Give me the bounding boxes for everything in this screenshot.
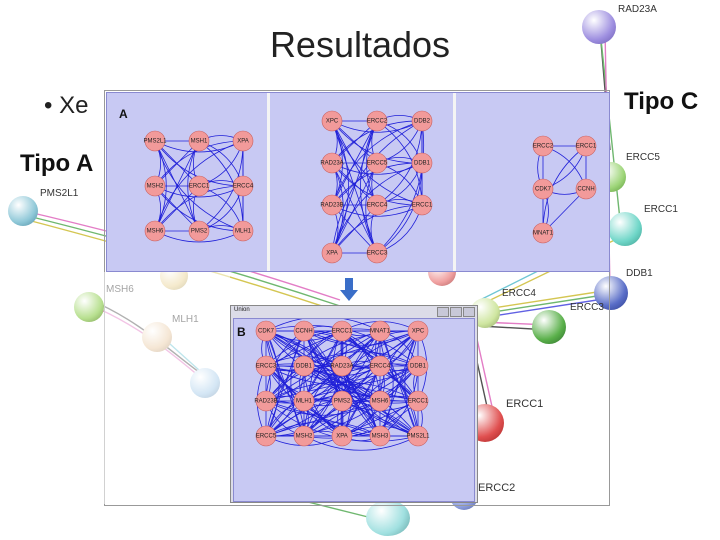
graph-node[interactable] [533, 179, 553, 199]
graph-node-label: MNAT1 [370, 328, 390, 335]
label-tipo-a: Tipo A [20, 150, 94, 177]
minimize-button[interactable] [437, 307, 449, 317]
graph-node-label: CDK7 [257, 328, 275, 335]
graph-node[interactable] [294, 356, 314, 376]
graph-node[interactable] [370, 391, 390, 411]
graph-node[interactable] [412, 111, 432, 131]
graph-node[interactable] [412, 195, 433, 215]
graph-node[interactable] [320, 195, 343, 215]
union-window[interactable] [230, 305, 478, 503]
graph-node[interactable] [143, 131, 167, 151]
graph-node-label: DDB1 [413, 160, 431, 167]
graph-node-label: RAD23A [320, 160, 344, 167]
graph-node-label: XPC [411, 328, 425, 335]
graph-node-label: PMS2 [190, 228, 208, 235]
close-button[interactable] [463, 307, 475, 317]
graph-node-label: ERCC3 [366, 250, 388, 257]
graph-node-label: MLH1 [295, 398, 313, 405]
slide-title: Resultados [269, 24, 451, 65]
graph-node-label: CDK7 [534, 186, 552, 193]
graph-node-label: ERCC3 [255, 363, 277, 370]
union-window-title: Union [234, 307, 250, 313]
graph-edges [332, 115, 424, 253]
graph-node[interactable] [322, 111, 342, 131]
node-pms2l1 [8, 196, 38, 226]
graph-node[interactable] [367, 111, 388, 131]
graph-node-label: MSH2 [295, 433, 313, 440]
panel-a [106, 92, 610, 272]
graph-node-label: ERCC2 [532, 143, 554, 150]
graph-node-label: PMS2 [333, 398, 351, 405]
graph-node-label: CCNH [577, 186, 595, 193]
graph-node-label: DDB1 [295, 363, 313, 370]
graph-node-label: RAD23B [254, 398, 278, 405]
node-label-rad23a: RAD23A [618, 4, 657, 15]
graph-node-label: MSH3 [371, 433, 389, 440]
graph-node[interactable] [294, 391, 314, 411]
graph-node[interactable] [233, 221, 253, 241]
graph-node-label: MSH2 [146, 183, 164, 190]
node-msh6 [74, 292, 104, 322]
panel-b-letter: B [237, 325, 246, 339]
graph-node[interactable] [367, 153, 388, 173]
graph-node-label: XPA [326, 250, 338, 257]
graph-node-label: ERCC4 [369, 363, 391, 370]
graph-node-label: ERCC1 [407, 398, 429, 405]
graph-node-label: RAD23A [330, 363, 354, 370]
graph-node-label: XPC [325, 118, 339, 125]
graph-node-label: ERCC4 [232, 183, 254, 190]
node-label-ercc3: ERCC3 [570, 302, 604, 313]
graph-node[interactable] [370, 321, 391, 341]
bullet-label: Xe [59, 92, 89, 119]
graph-edge [361, 121, 378, 253]
graph-node-label: ERCC1 [411, 202, 433, 209]
graph-node[interactable] [294, 426, 314, 446]
graph-node-label: CCNH [295, 328, 313, 335]
graph-node[interactable] [322, 243, 342, 263]
graph-node[interactable] [294, 321, 314, 341]
graph-node[interactable] [189, 176, 210, 196]
graph-edge [377, 121, 424, 253]
node-label-pms2l1: PMS2L1 [40, 188, 79, 199]
graph-node-label: PMS2L1 [406, 433, 430, 440]
bullet-marker: • [44, 92, 60, 119]
graph-node-label: ERCC1 [188, 183, 210, 190]
down-arrow-icon [340, 278, 358, 302]
graph-node-label: MNAT1 [533, 230, 553, 237]
panel-a-graph [107, 93, 609, 271]
graph-node-label: MSH1 [190, 138, 208, 145]
panel-b [233, 318, 475, 502]
graph-node[interactable] [367, 243, 388, 263]
graph-node[interactable] [145, 176, 165, 196]
graph-node-label: DDB1 [409, 363, 427, 370]
graph-node-label: RAD23B [320, 202, 344, 209]
graph-node[interactable] [533, 223, 554, 243]
graph-node[interactable] [145, 221, 165, 241]
node-label-ercc2: ERCC2 [478, 482, 516, 494]
graph-node[interactable] [332, 391, 352, 411]
graph-node-label: DDB2 [413, 118, 431, 125]
graph-node[interactable] [256, 321, 276, 341]
panel-a-letter: A [119, 107, 128, 121]
figure-lower-white [104, 272, 230, 504]
panel-b-graph [234, 319, 474, 501]
graph-node[interactable] [408, 321, 428, 341]
node-ercc1 [608, 212, 642, 246]
node-label-ercc1-red: ERCC1 [506, 398, 544, 410]
graph-node[interactable] [320, 153, 343, 173]
graph-node-label: MSH6 [371, 398, 389, 405]
graph-node[interactable] [412, 153, 432, 173]
graph-node[interactable] [332, 426, 352, 446]
graph-node[interactable] [189, 131, 209, 151]
graph-node-label: ERCC2 [366, 118, 388, 125]
graph-node[interactable] [233, 176, 254, 196]
graph-node-label: ERCC5 [366, 160, 388, 167]
graph-node[interactable] [189, 221, 209, 241]
graph-node-label: ERCC5 [255, 433, 277, 440]
graph-node-label: XPA [336, 433, 348, 440]
graph-node[interactable] [370, 426, 390, 446]
graph-node[interactable] [576, 179, 596, 199]
graph-node[interactable] [408, 356, 428, 376]
label-tipo-c: Tipo C [624, 88, 699, 115]
maximize-button[interactable] [450, 307, 462, 317]
graph-node-label: PMS2L1 [143, 138, 167, 145]
node-label-ercc1: ERCC1 [644, 204, 678, 215]
graph-node[interactable] [233, 131, 253, 151]
bullet-text [44, 92, 88, 120]
node-label-ercc4: ERCC4 [502, 288, 536, 299]
graph-node-label: XPA [237, 138, 249, 145]
graph-node[interactable] [408, 391, 429, 411]
node-label-ercc5: ERCC5 [626, 152, 660, 163]
node-label-ddb1: DDB1 [626, 268, 653, 279]
graph-node-label: ERCC4 [366, 202, 388, 209]
graph-node-label: MLH1 [234, 228, 252, 235]
graph-node-label: ERCC1 [331, 328, 353, 335]
graph-node[interactable] [576, 136, 597, 156]
graph-node[interactable] [533, 136, 554, 156]
graph-node-label: ERCC1 [575, 143, 597, 150]
graph-node-label: MSH6 [146, 228, 164, 235]
